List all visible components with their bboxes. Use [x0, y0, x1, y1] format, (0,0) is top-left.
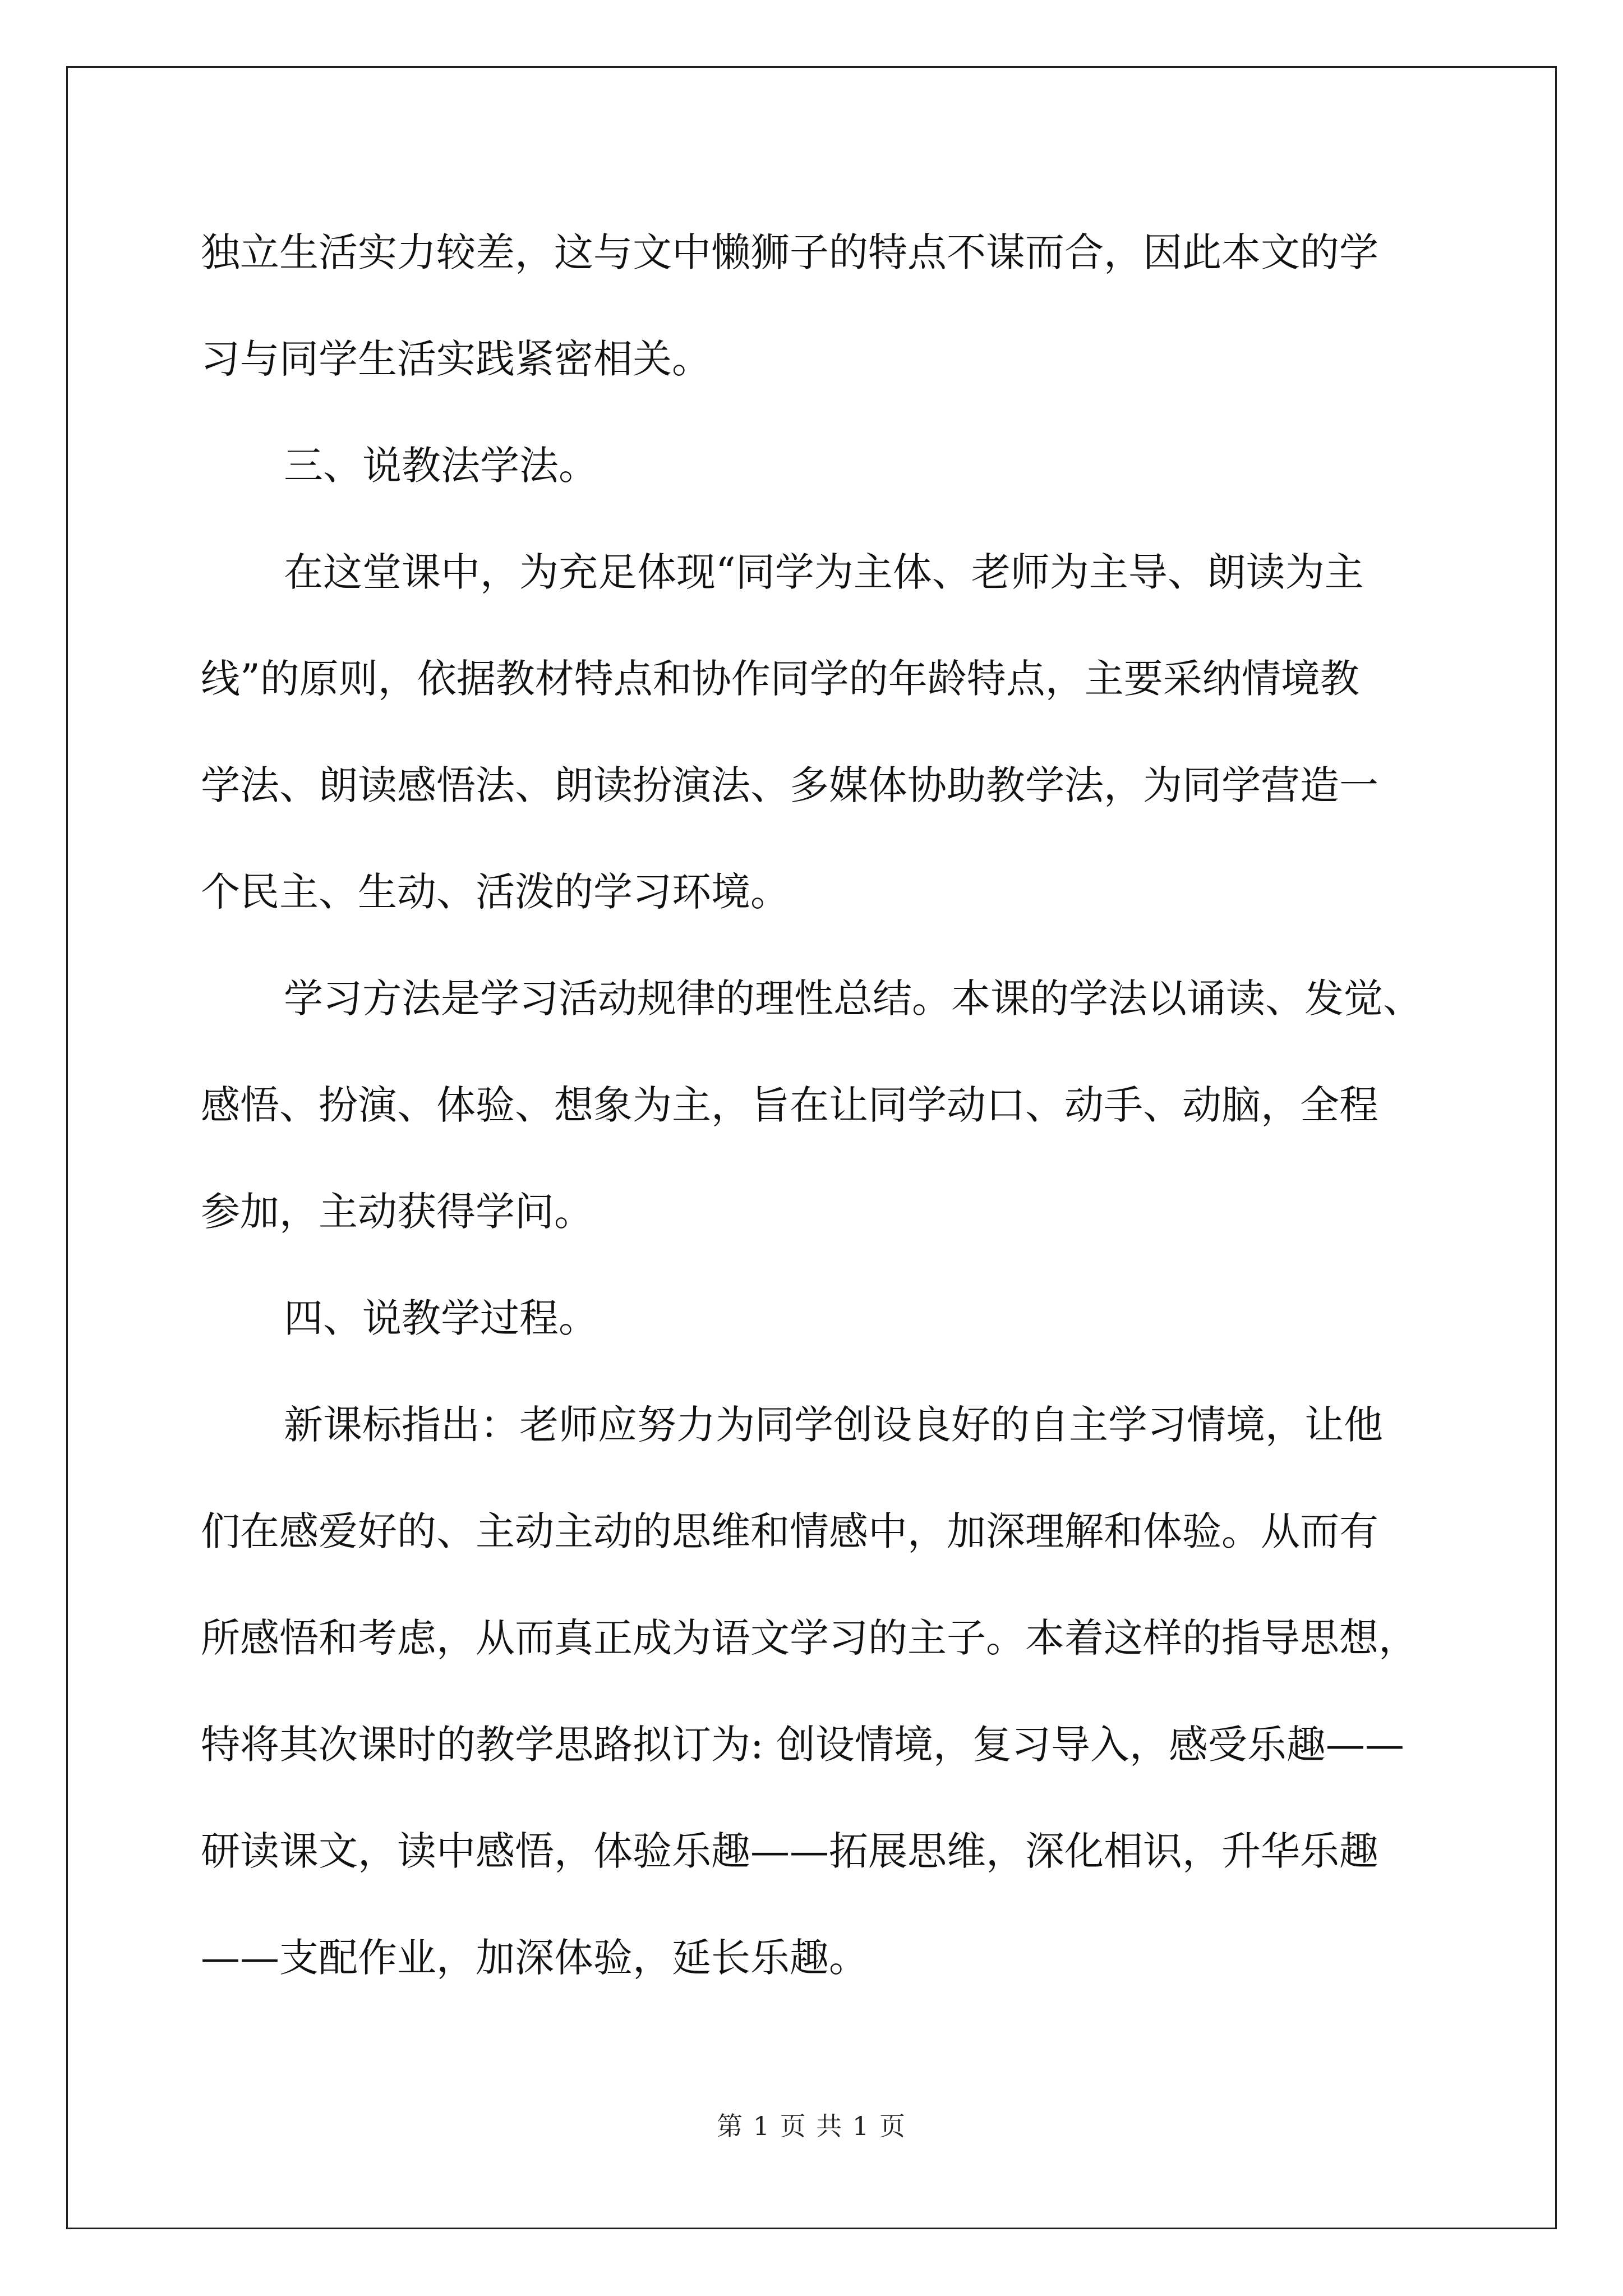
- text-line: 新课标指出：老师应努力为同学创设良好的自主学习情境，让他: [284, 1402, 1383, 1448]
- text-line: 在这堂课中，为充足体现“同学为主体、老师为主导、朗读为主: [284, 549, 1364, 595]
- text-line: 线”的原则，依据教材特点和协作同学的年龄特点，主要采纳情境教: [201, 656, 1359, 702]
- text-line: 独立生活实力较差，这与文中懒狮子的特点不谋而合，因此本文的学: [201, 229, 1378, 275]
- text-line: 习与同学生活实践紧密相关。: [201, 336, 711, 382]
- text-line: 研读课文，读中感悟，体验乐趣——拓展思维，深化相识，升华乐趣: [201, 1828, 1378, 1874]
- text-line: 特将其次课时的教学思路拟订为: 创设情境，复习导入，感受乐趣——: [201, 1722, 1404, 1768]
- page-border: [66, 66, 1557, 2229]
- text-line: 参加，主动获得学问。: [201, 1189, 593, 1235]
- section-heading: 四、说教学过程。: [284, 1295, 598, 1341]
- text-line: 学习方法是学习活动规律的理性总结。本课的学法以诵读、发觉、: [284, 976, 1422, 1022]
- text-line: 感悟、扮演、体验、想象为主，旨在让同学动口、动手、动脑，全程: [201, 1082, 1378, 1128]
- page-number-footer: 第 1 页 共 1 页: [717, 2111, 906, 2141]
- text-line: ——支配作业，加深体验，延长乐趣。: [201, 1935, 868, 1981]
- text-line: 个民主、生动、活泼的学习环境。: [201, 869, 790, 915]
- text-line: 们在感爱好的、主动主动的思维和情感中，加深理解和体验。从而有: [201, 1508, 1378, 1554]
- text-line: 学法、朗读感悟法、朗读扮演法、多媒体协助教学法，为同学营造一: [201, 762, 1378, 808]
- text-line: 所感悟和考虑，从而真正成为语文学习的主子。本着这样的指导思想，: [201, 1615, 1418, 1661]
- section-heading: 三、说教法学法。: [284, 443, 598, 489]
